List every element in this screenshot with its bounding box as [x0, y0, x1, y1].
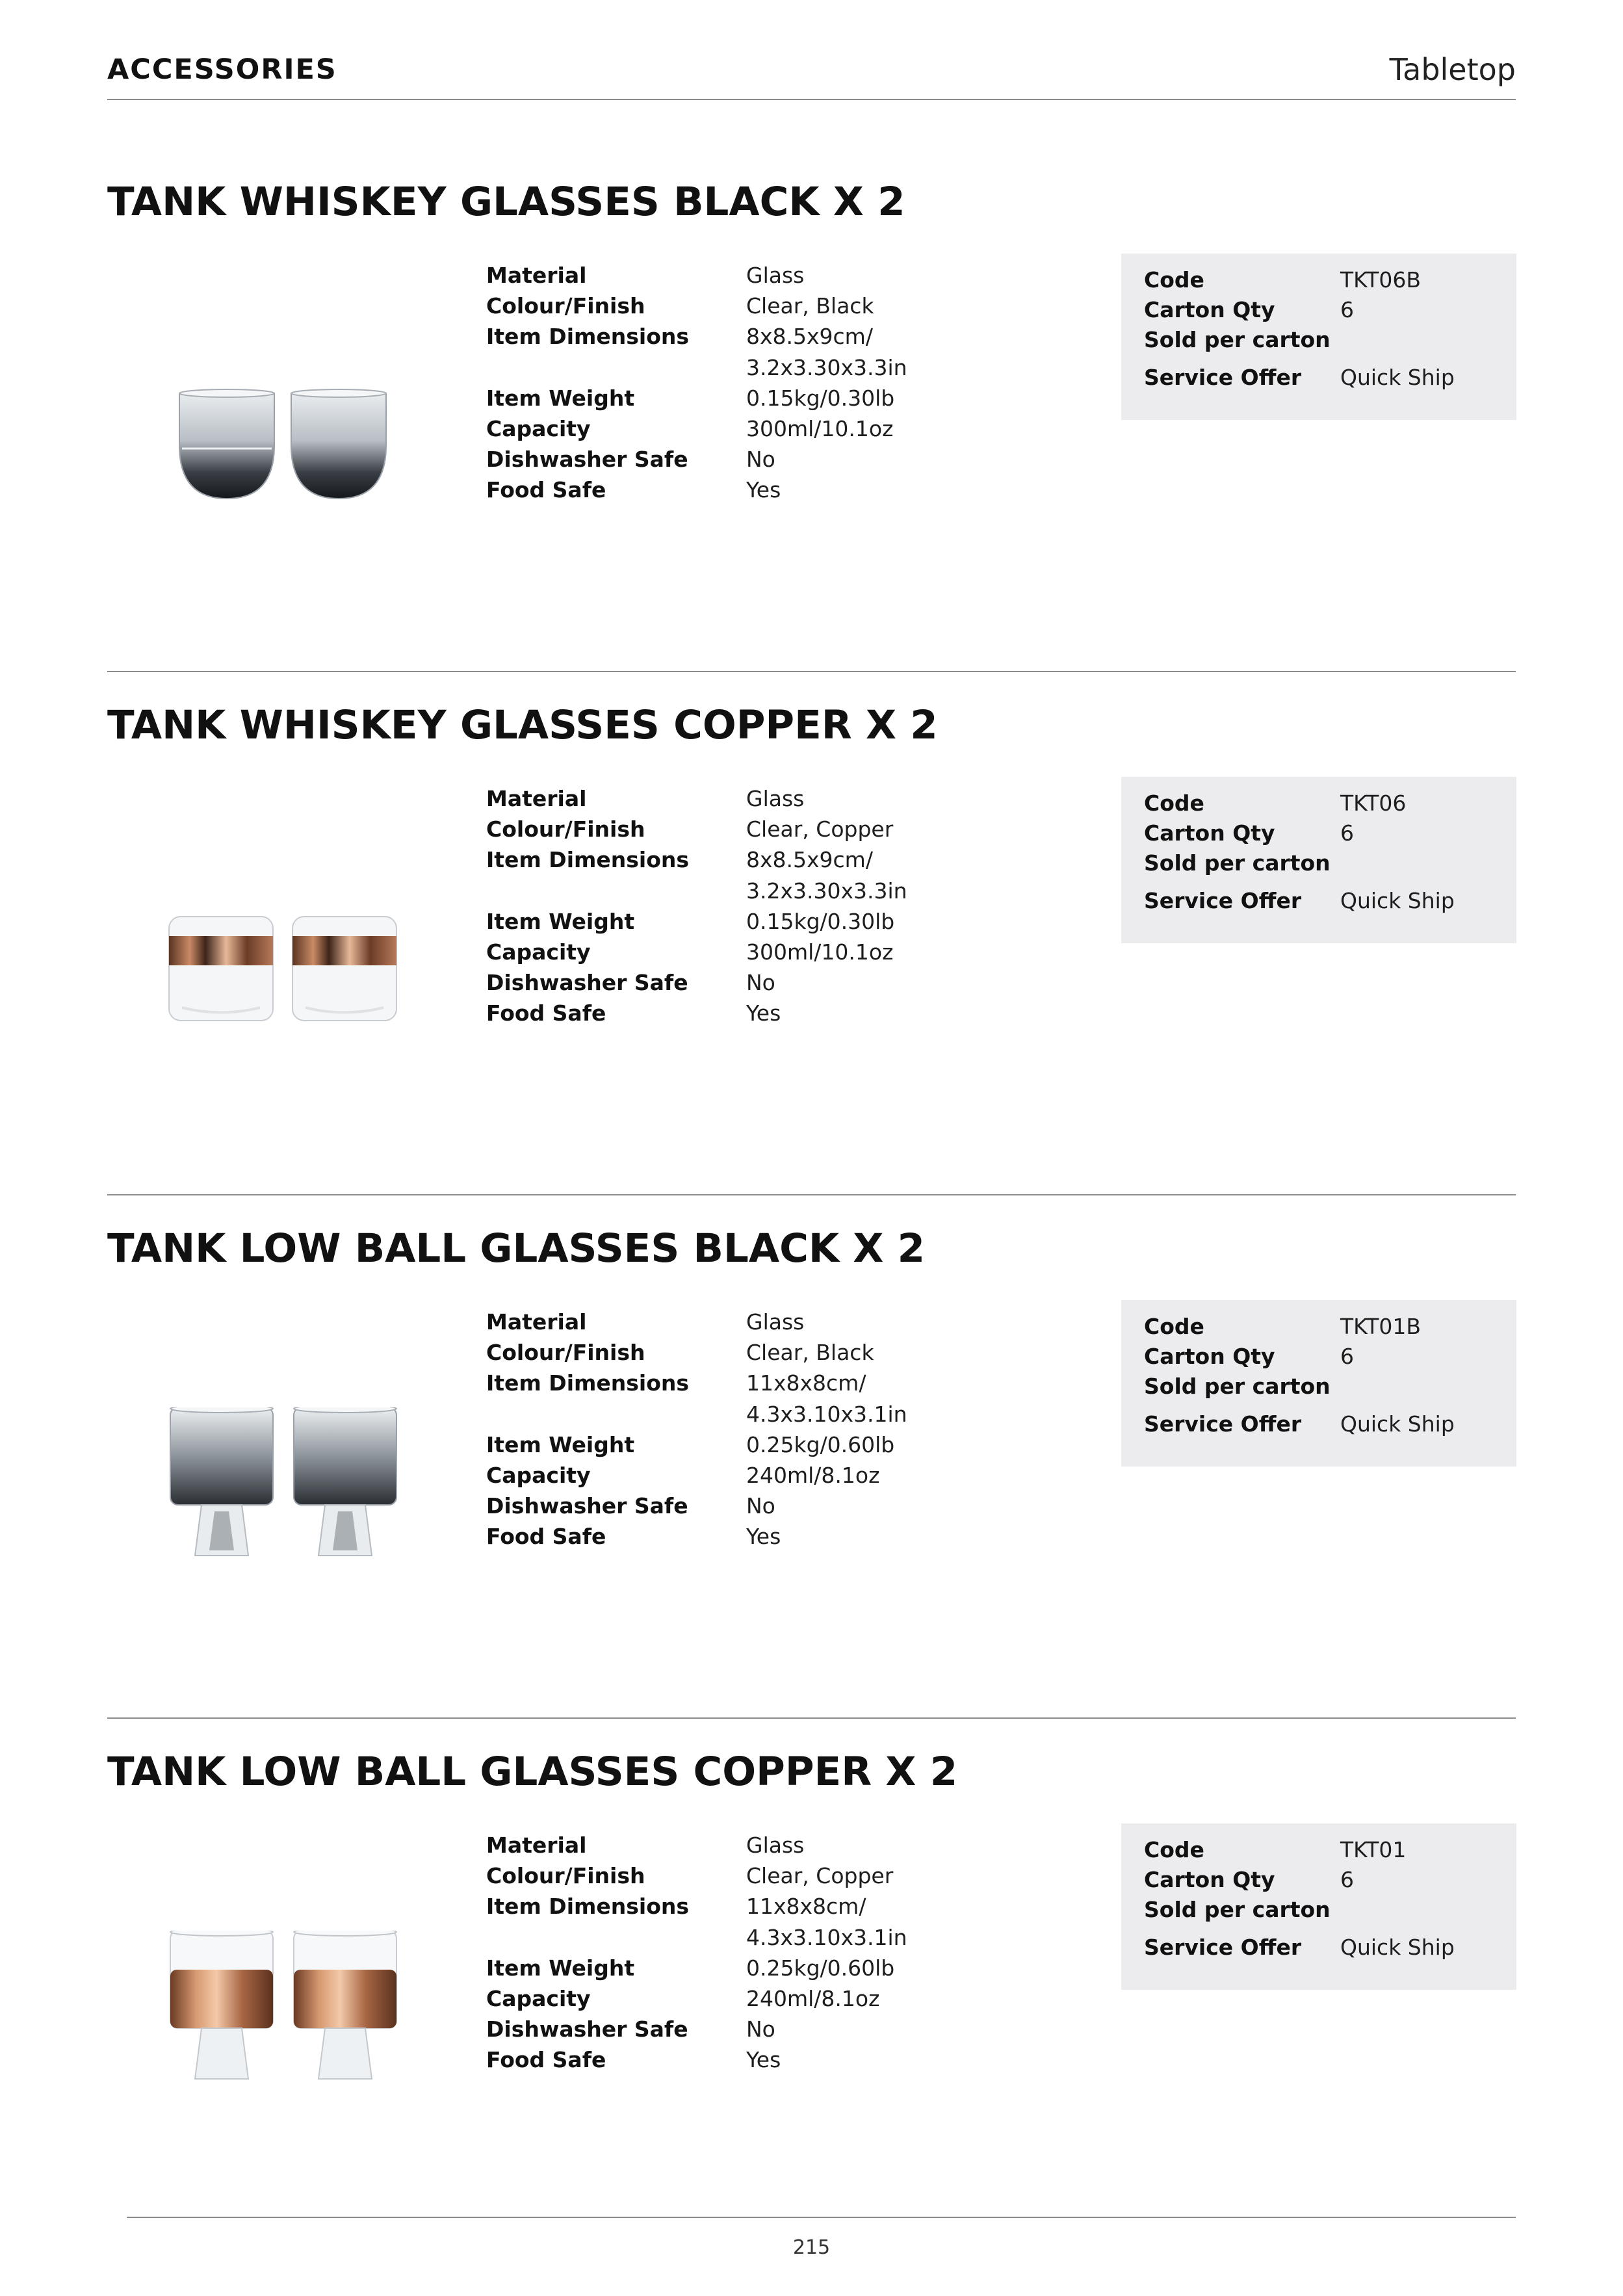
spec-label: Colour/Finish	[486, 1863, 645, 1889]
spec-label: Item Dimensions	[486, 324, 690, 350]
order-info-box	[1121, 1823, 1516, 1990]
spec-label: Item Dimensions	[486, 847, 690, 873]
carton-qty: 6	[1340, 1867, 1354, 1892]
low-ball-glasses-copper-image	[156, 1931, 416, 2087]
spec-value: Clear, Black	[746, 1340, 874, 1366]
spec-value: Glass	[746, 1833, 805, 1858]
spec-label: Colour/Finish	[486, 1340, 645, 1366]
spec-label: Material	[486, 1309, 587, 1335]
spec-value: 4.3x3.10x3.1in	[746, 1401, 907, 1427]
spec-value: Clear, Black	[746, 293, 874, 319]
footer-rule	[127, 2217, 1516, 2218]
spec-value: 8x8.5x9cm/	[746, 847, 873, 873]
service-offer: Quick Ship	[1340, 888, 1455, 913]
low-ball-glasses-black-image	[156, 1407, 416, 1563]
spec-value: 300ml/10.1oz	[746, 939, 894, 965]
spec-label: Colour/Finish	[486, 816, 645, 842]
spec-value: No	[746, 1493, 775, 1519]
spec-label: Food Safe	[486, 477, 606, 503]
spec-label: Material	[486, 786, 587, 811]
category-title: Tabletop	[1389, 52, 1516, 87]
spec-value: 8x8.5x9cm/	[746, 324, 873, 350]
spec-label: Item Weight	[486, 385, 635, 411]
product-block	[0, 523, 1623, 1047]
spec-label: Item Dimensions	[486, 1370, 690, 1396]
spec-label: Item Dimensions	[486, 1894, 690, 1920]
order-label: Code	[1144, 267, 1204, 293]
spec-value: Yes	[746, 1000, 781, 1026]
spec-value: Glass	[746, 263, 805, 288]
spec-value: 4.3x3.10x3.1in	[746, 1924, 907, 1950]
order-label: Sold per carton	[1144, 1897, 1331, 1922]
order-info-box	[1121, 1300, 1516, 1467]
spec-value: 3.2x3.30x3.3in	[746, 354, 907, 380]
order-label: Code	[1144, 1837, 1204, 1862]
order-label: Code	[1144, 1314, 1204, 1339]
carton-qty: 6	[1340, 297, 1354, 322]
product-block	[0, 0, 1623, 523]
order-label: Service Offer	[1144, 365, 1302, 390]
order-label: Service Offer	[1144, 1411, 1302, 1437]
carton-qty: 6	[1340, 1344, 1354, 1369]
spec-value: Yes	[746, 477, 781, 503]
spec-value: 3.2x3.30x3.3in	[746, 878, 907, 904]
page-number: 215	[792, 2236, 831, 2259]
spec-label: Dishwasher Safe	[486, 447, 688, 473]
service-offer: Quick Ship	[1340, 1935, 1455, 1960]
service-offer: Quick Ship	[1340, 1411, 1455, 1437]
spec-value: No	[746, 2016, 775, 2042]
product-title: TANK LOW BALL GLASSES BLACK X 2	[107, 1225, 926, 1272]
product-code: TKT01	[1340, 1837, 1407, 1862]
spec-value: 0.25kg/0.60lb	[746, 1431, 895, 1457]
spec-label: Dishwasher Safe	[486, 1493, 688, 1519]
spec-value: 240ml/8.1oz	[746, 1462, 880, 1488]
spec-label: Item Weight	[486, 908, 635, 934]
order-label: Code	[1144, 790, 1204, 816]
order-label: Sold per carton	[1144, 327, 1331, 352]
spec-value: Yes	[746, 1524, 781, 1550]
spec-label: Item Weight	[486, 1955, 635, 1981]
spec-value: No	[746, 970, 775, 996]
order-info-box	[1121, 777, 1516, 943]
spec-label: Food Safe	[486, 1524, 606, 1550]
spec-label: Dishwasher Safe	[486, 970, 688, 996]
product-block	[0, 1047, 1623, 1570]
product-title: TANK LOW BALL GLASSES COPPER X 2	[107, 1749, 958, 1795]
order-label: Carton Qty	[1144, 1867, 1275, 1892]
spec-value: 11x8x8cm/	[746, 1370, 866, 1396]
order-info-box	[1121, 254, 1516, 420]
spec-value: 300ml/10.1oz	[746, 415, 894, 441]
spec-value: 0.15kg/0.30lb	[746, 385, 895, 411]
spec-label: Capacity	[486, 415, 591, 441]
spec-label: Material	[486, 1833, 587, 1858]
order-label: Service Offer	[1144, 1935, 1302, 1960]
product-code: TKT06B	[1340, 267, 1422, 293]
spec-label: Capacity	[486, 939, 591, 965]
spec-label: Capacity	[486, 1462, 591, 1488]
spec-value: Glass	[746, 1309, 805, 1335]
spec-value: Clear, Copper	[746, 816, 894, 842]
spec-value: 240ml/8.1oz	[746, 1985, 880, 2011]
spec-value: No	[746, 447, 775, 473]
product-title: TANK WHISKEY GLASSES BLACK X 2	[107, 179, 905, 225]
spec-value: 11x8x8cm/	[746, 1894, 866, 1920]
product-title: TANK WHISKEY GLASSES COPPER X 2	[107, 702, 938, 748]
order-label: Service Offer	[1144, 888, 1302, 913]
spec-value: Yes	[746, 2047, 781, 2073]
carton-qty: 6	[1340, 820, 1354, 846]
spec-label: Food Safe	[486, 2047, 606, 2073]
spec-label: Colour/Finish	[486, 293, 645, 319]
whiskey-glasses-black-image	[156, 361, 416, 517]
order-label: Sold per carton	[1144, 850, 1331, 876]
spec-value: Clear, Copper	[746, 1863, 894, 1889]
spec-value: 0.25kg/0.60lb	[746, 1955, 895, 1981]
section-title: ACCESSORIES	[107, 53, 337, 86]
whiskey-glasses-copper-image	[156, 884, 416, 1040]
spec-value: 0.15kg/0.30lb	[746, 908, 895, 934]
product-code: TKT01B	[1340, 1314, 1422, 1339]
order-label: Carton Qty	[1144, 297, 1275, 322]
product-code: TKT06	[1340, 790, 1407, 816]
spec-label: Item Weight	[486, 1431, 635, 1457]
spec-label: Food Safe	[486, 1000, 606, 1026]
order-label: Carton Qty	[1144, 820, 1275, 846]
order-label: Carton Qty	[1144, 1344, 1275, 1369]
spec-label: Capacity	[486, 1985, 591, 2011]
product-block	[0, 1570, 1623, 2093]
order-label: Sold per carton	[1144, 1374, 1331, 1399]
spec-value: Glass	[746, 786, 805, 811]
service-offer: Quick Ship	[1340, 365, 1455, 390]
spec-label: Material	[486, 263, 587, 288]
spec-label: Dishwasher Safe	[486, 2016, 688, 2042]
